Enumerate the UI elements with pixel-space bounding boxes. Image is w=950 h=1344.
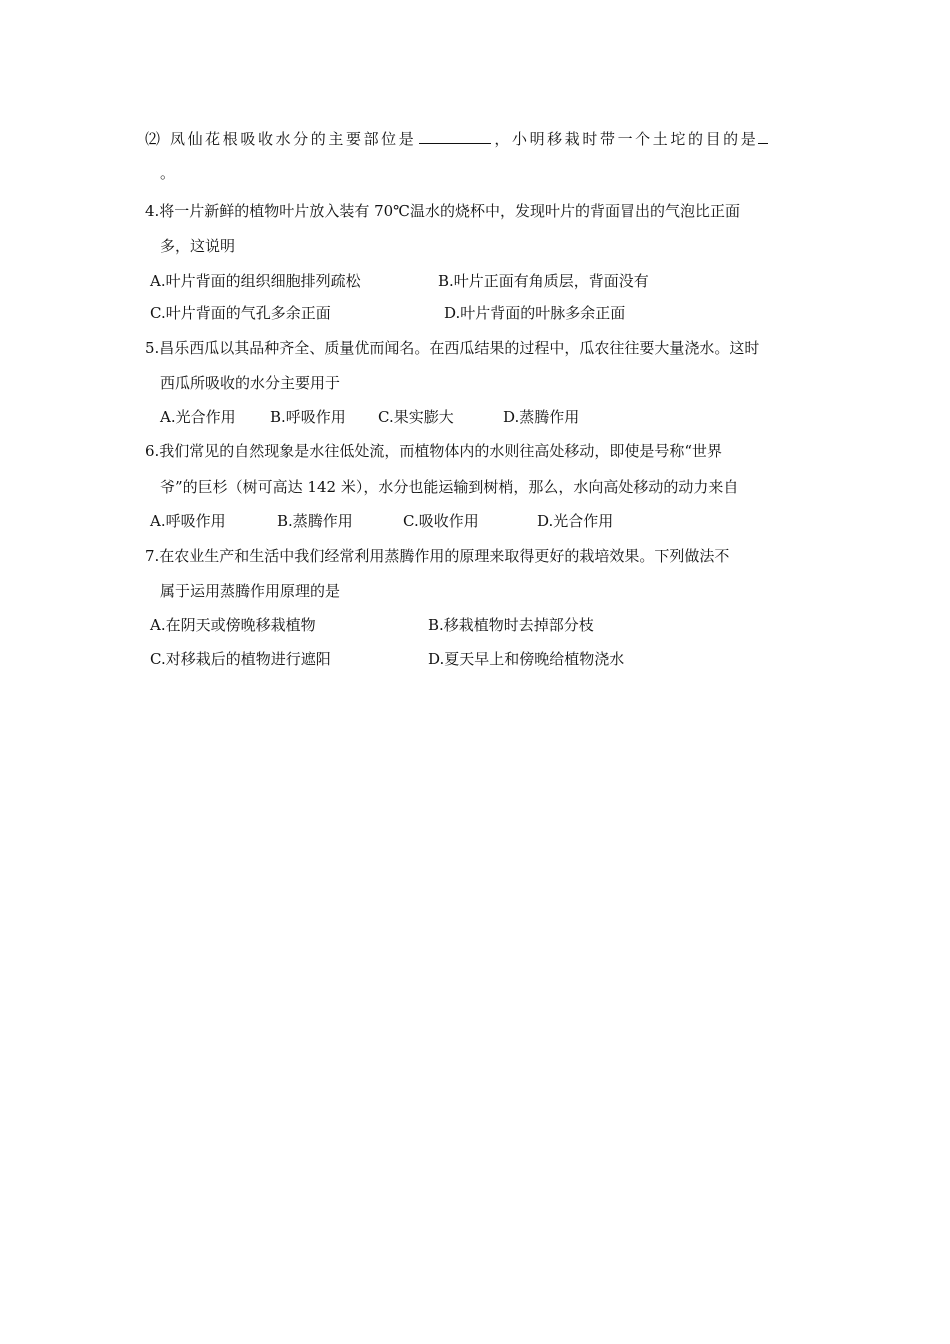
q5-option-a[interactable]: A.光合作用 [160,408,236,426]
q6-option-a[interactable]: A.呼吸作用 [150,512,226,530]
q5-option-c[interactable]: C.果实膨大 [378,408,454,426]
q4-option-b[interactable]: B.叶片正面有角质层，背面没有 [438,272,649,290]
q3-part2-prefix: ⑵ 凤仙花根吸收水分的主要部位是 [145,130,417,148]
q6-option-b[interactable]: B.蒸腾作用 [277,512,353,530]
q6-option-c[interactable]: C.吸收作用 [403,512,479,530]
q4-stem-line2: 多，这说明 [160,237,236,255]
q6-stem-line2: 爷”的巨杉（树可高达 142 米），水分也能运输到树梢，那么，水向高处移动的动力来自 [160,478,739,496]
q5-stem-line1: 5.昌乐西瓜以其品种齐全、质量优而闻名。在西瓜结果的过程中，瓜农往往要大量浇水。这时 [145,339,760,357]
q6-option-d[interactable]: D.光合作用 [537,512,614,530]
q7-stem-line1: 7.在农业生产和生活中我们经常利用蒸腾作用的原理来取得更好的栽培效果。下列做法不 [145,547,730,565]
q7-option-c[interactable]: C.对移栽后的植物进行遮阳 [150,650,331,668]
q5-option-b[interactable]: B.呼吸作用 [270,408,346,426]
q5-option-d[interactable]: D.蒸腾作用 [503,408,580,426]
q4-stem-line1: 4.将一片新鲜的植物叶片放入装有 70℃温水的烧杯中，发现叶片的背面冒出的气泡比正面 [145,202,740,220]
answer-blank-short[interactable] [758,128,768,144]
q7-option-b[interactable]: B.移栽植物时去掉部分枝 [428,616,594,634]
answer-blank[interactable] [419,128,491,144]
q7-option-a[interactable]: A.在阴天或傍晚移栽植物 [150,616,316,634]
q3-part2-middle: ，小明移栽时带一个土坨的目的是 [494,130,759,148]
q4-option-a[interactable]: A.叶片背面的组织细胞排列疏松 [150,272,361,290]
q3-part2-line [145,128,768,149]
q7-stem-line2: 属于运用蒸腾作用原理的是 [160,582,341,600]
q4-option-d[interactable]: D.叶片背面的叶脉多余正面 [444,304,626,322]
q7-option-d[interactable]: D.夏天早上和傍晚给植物浇水 [428,650,625,668]
q5-stem-line2: 西瓜所吸收的水分主要用于 [160,374,341,392]
q6-stem-line1: 6.我们常见的自然现象是水往低处流，而植物体内的水则往高处移动，即使是号称“世界 [145,442,722,460]
q4-option-c[interactable]: C.叶片背面的气孔多余正面 [150,304,331,322]
q3-part2-end: 。 [160,164,176,182]
